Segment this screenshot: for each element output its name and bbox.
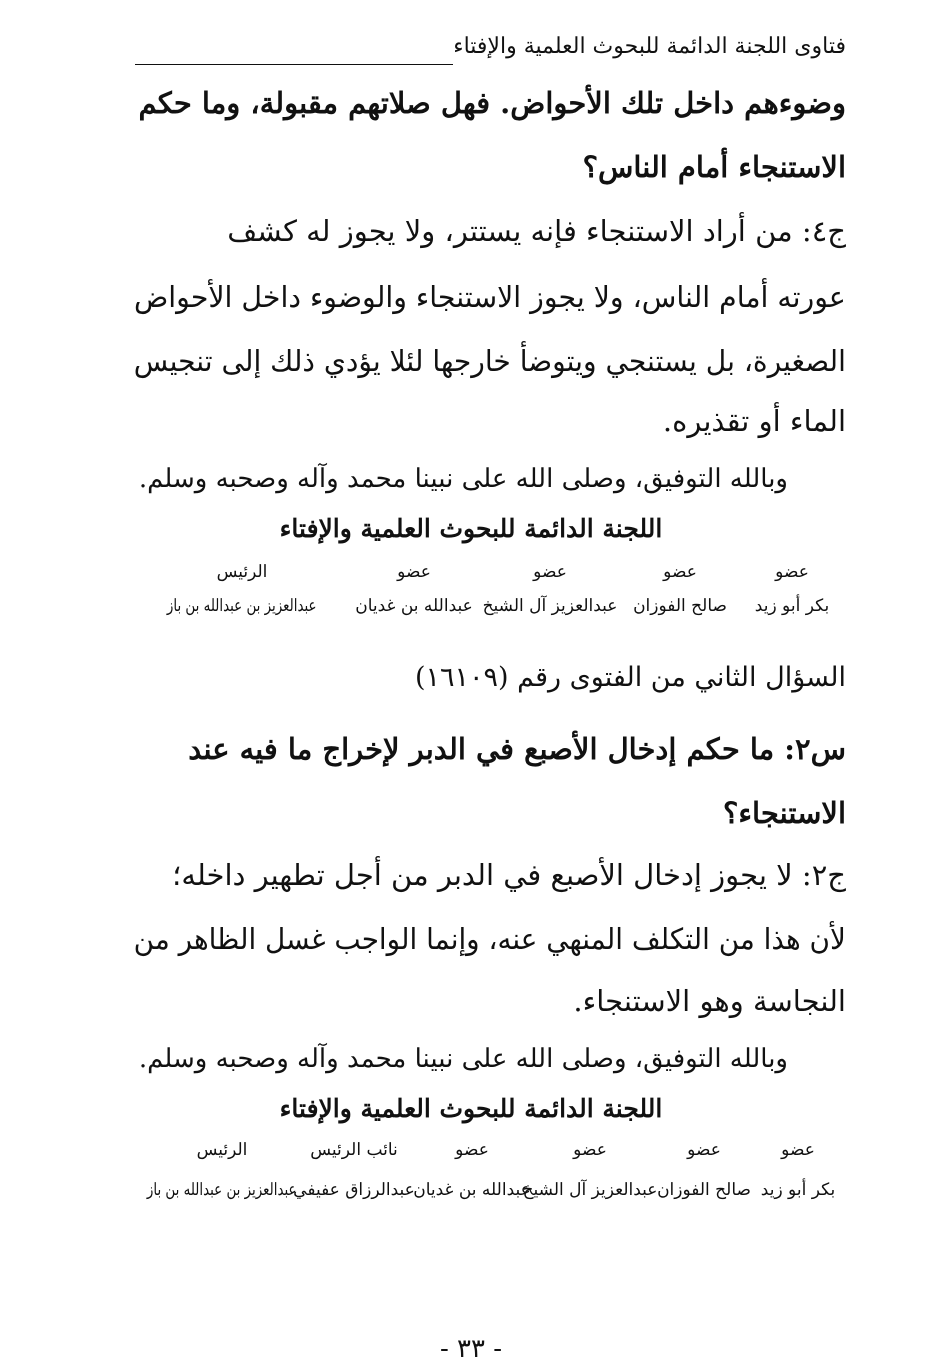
answer-line: الماء أو تقذيره. <box>662 404 846 438</box>
signatory-title: عضو <box>687 1140 721 1160</box>
closing-supplication: وبالله التوفيق، وصلى الله على نبينا محمد وآله وصحبه وسلم. <box>138 1044 788 1074</box>
signatory-name: عبدالعزيز بن عبدالله بن باز <box>167 596 317 616</box>
answer-line: ج٤: من أراد الاستنجاء فإنه يستتر، ولا يجوز له كشف <box>227 214 846 248</box>
answer-line: عورته أمام الناس، ولا يجوز الاستنجاء والوضوء داخل الأحواض <box>134 280 846 314</box>
answer-line: النجاسة وهو الاستنجاء. <box>573 984 846 1018</box>
question-line: وضوءهم داخل تلك الأحواض. فهل صلاتهم مقبولة، وما حكم <box>138 86 846 120</box>
signatory-title: عضو <box>775 562 809 582</box>
answer-line: ج٢: لا يجوز إدخال الأصبع في الدبر من أجل تطهير داخله؛ <box>172 858 846 892</box>
signatory-title: عضو <box>781 1140 815 1160</box>
signatory-title: عضو <box>663 562 697 582</box>
signatory-name: عبدالعزيز بن عبدالله بن باز <box>147 1180 297 1200</box>
question-line: الاستنجاء؟ <box>723 796 846 830</box>
answer-line: الصغيرة، بل يستنجي ويتوضأ خارجها لئلا يؤدي ذلك إلى تنجيس <box>133 344 846 378</box>
question-line: س٢: ما حكم إدخال الأصبع في الدبر لإخراج ما فيه عند <box>188 732 846 766</box>
signatory-name: عبدالرزاق عفيفي <box>293 1180 415 1200</box>
signatory-title: عضو <box>455 1140 489 1160</box>
signatory-name: عبدالعزيز آل الشيخ <box>522 1180 658 1200</box>
signatory-name: صالح الفوزان <box>633 596 727 616</box>
signatory-name: بكر أبو زيد <box>760 1180 836 1200</box>
signatory-title: نائب الرئيس <box>310 1140 398 1160</box>
signatory-title: الرئيس <box>196 1140 248 1160</box>
committee-name: اللجنة الدائمة للبحوث العلمية والإفتاء <box>279 514 663 543</box>
signatory-name: صالح الفوزان <box>657 1180 751 1200</box>
signatory-name: عبدالعزيز آل الشيخ <box>482 596 618 616</box>
signatory-title: عضو <box>533 562 567 582</box>
header-rule <box>135 64 453 65</box>
signatory-title: عضو <box>397 562 431 582</box>
committee-name: اللجنة الدائمة للبحوث العلمية والإفتاء <box>279 1094 663 1123</box>
signatory-title: عضو <box>573 1140 607 1160</box>
running-header-title: فتاوى اللجنة الدائمة للبحوث العلمية والإفتاء <box>453 34 846 59</box>
question-line: الاستنجاء أمام الناس؟ <box>582 150 846 184</box>
signatory-name: بكر أبو زيد <box>754 596 830 616</box>
page-number: - ٣٣ - <box>439 1334 503 1364</box>
fatwa-reference: السؤال الثاني من الفتوى رقم (١٦١٠٩) <box>414 662 846 693</box>
signatory-title: الرئيس <box>216 562 268 582</box>
answer-line: لأن هذا من التكلف المنهي عنه، وإنما الواجب غسل الظاهر من <box>133 922 846 956</box>
closing-supplication: وبالله التوفيق، وصلى الله على نبينا محمد وآله وصحبه وسلم. <box>138 464 788 494</box>
signatory-name: عبدالله بن غديان <box>355 596 473 616</box>
signatory-name: عبدالله بن غديان <box>413 1180 531 1200</box>
